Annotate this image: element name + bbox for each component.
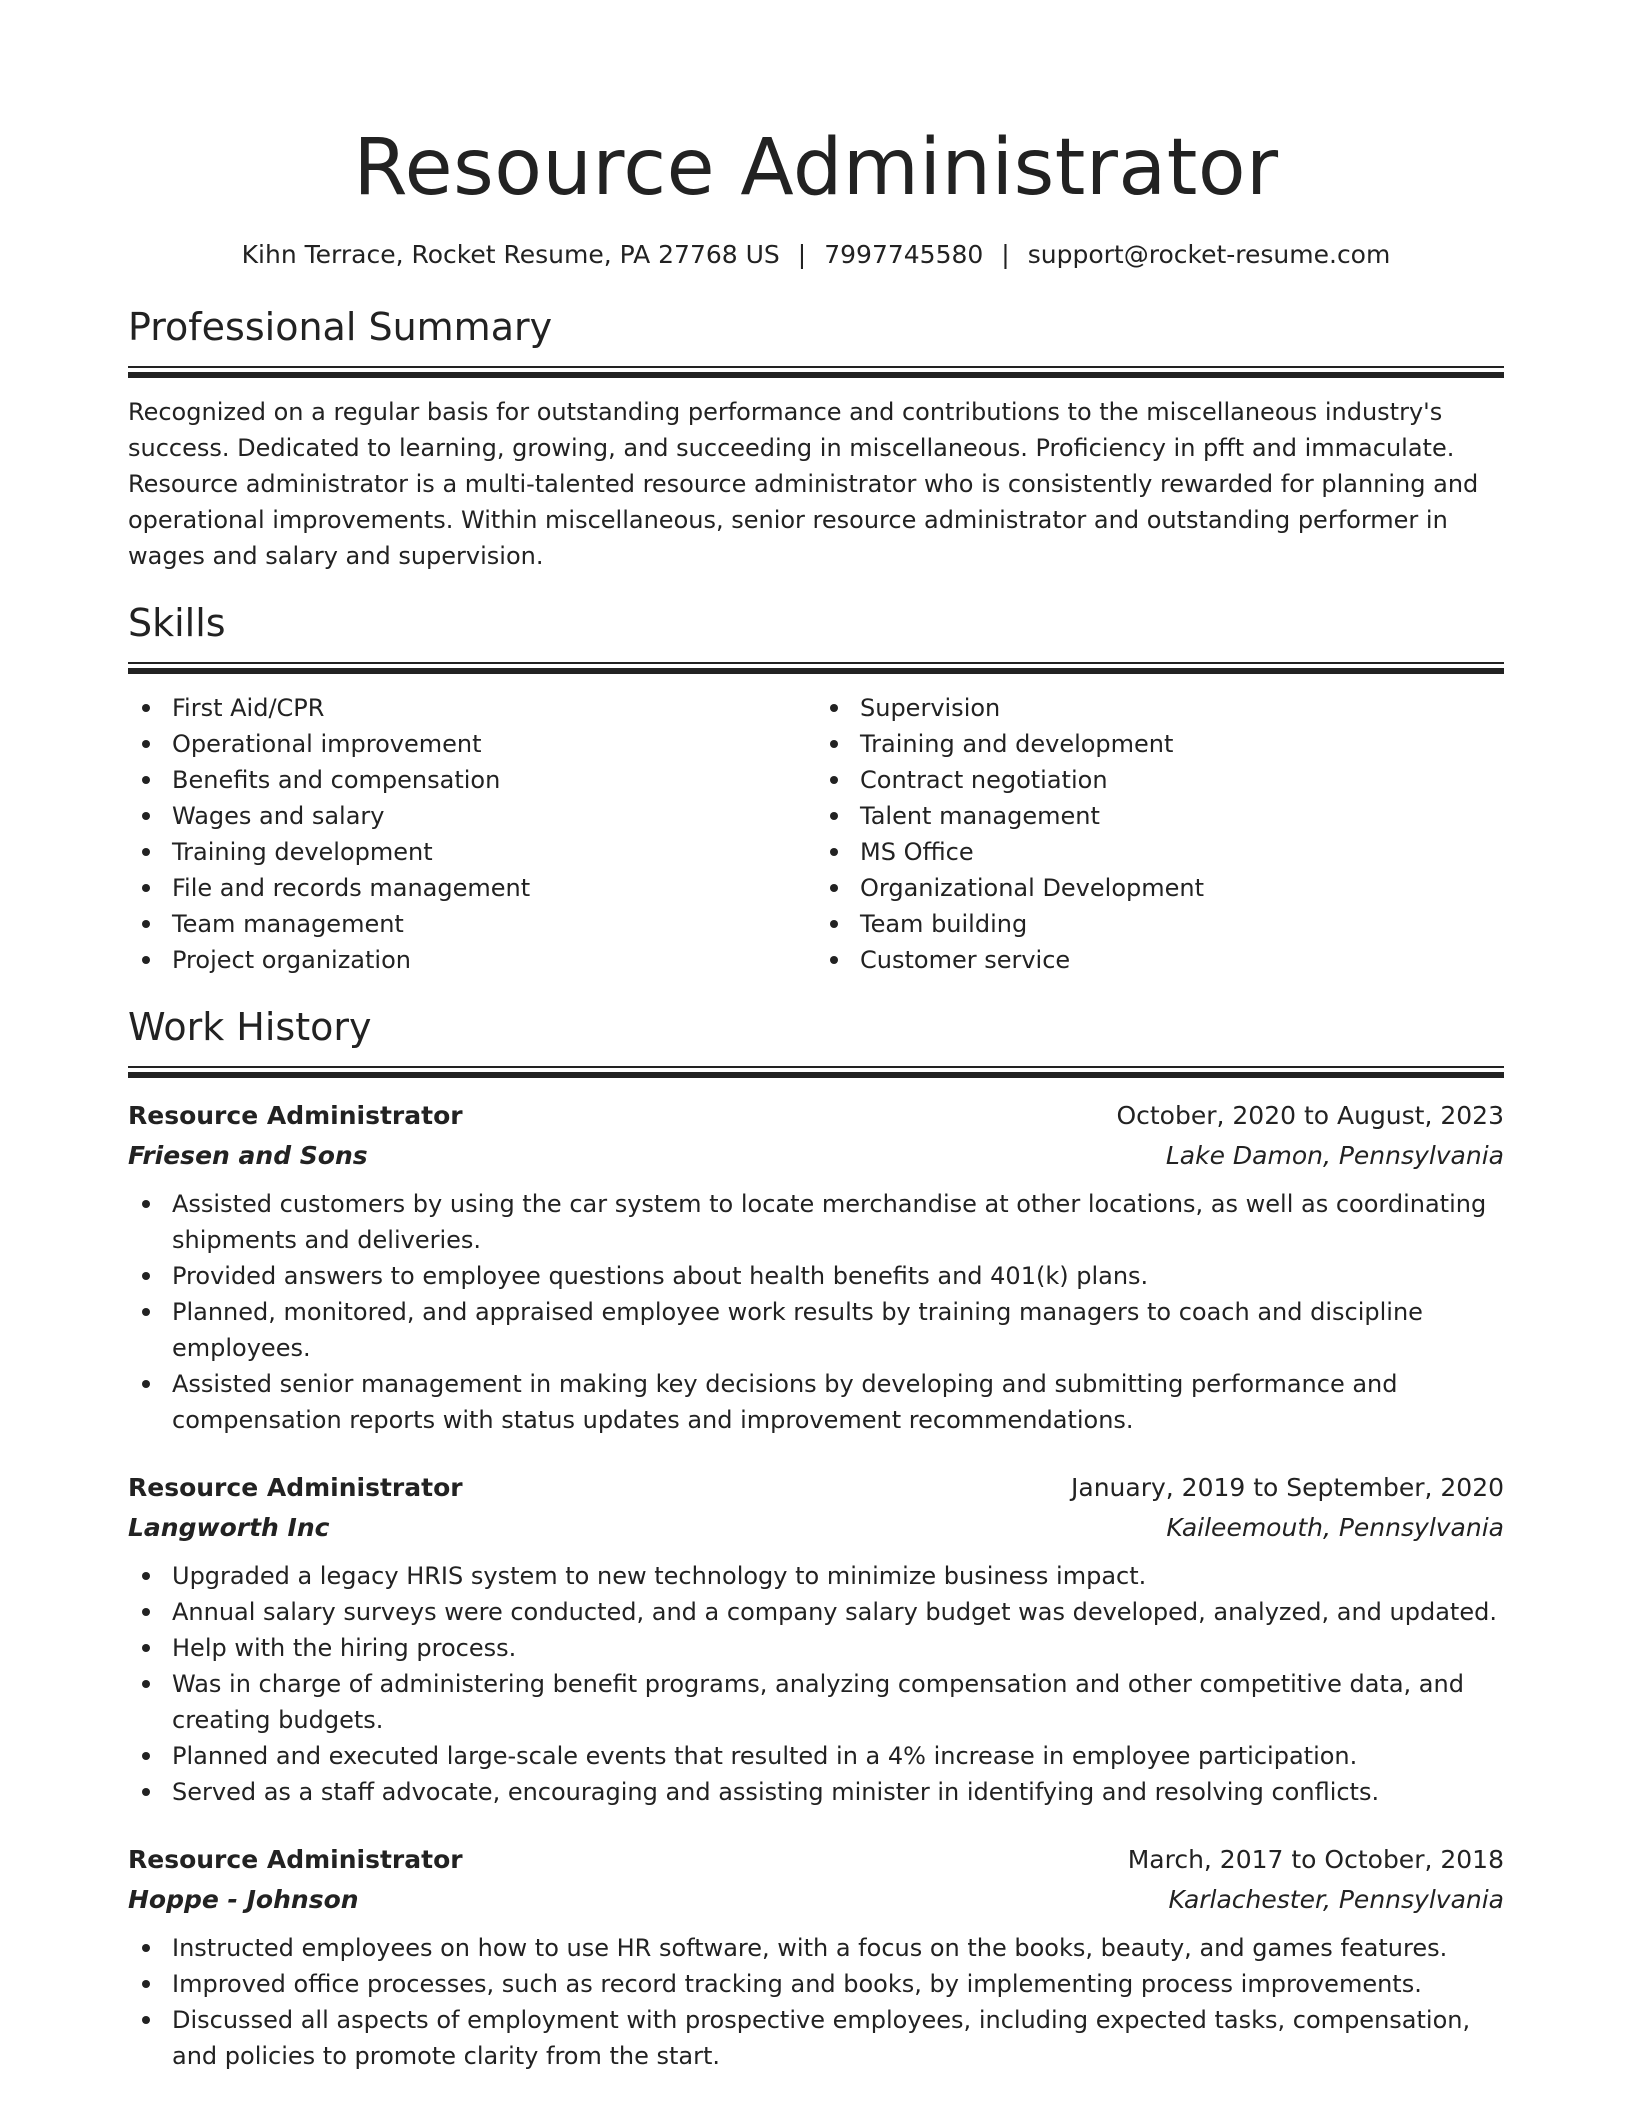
job-bullet: Help with the hiring process. xyxy=(128,1630,1504,1666)
job-bullet: Assisted senior management in making key decisions by developing and submitting performance and compensation reports with status updates and improvement recommendations. xyxy=(128,1366,1504,1438)
job-bullets xyxy=(128,1186,1504,1438)
job-location: Lake Damon, Pennsylvania xyxy=(1165,1141,1504,1170)
skills-list-left xyxy=(128,690,816,978)
skill-item: Training and development xyxy=(816,726,1504,762)
job-entry xyxy=(128,1468,1504,1810)
contact-address: Kihn Terrace, Rocket Resume, PA 27768 US xyxy=(241,240,780,269)
skills-section xyxy=(128,598,1504,978)
section-divider xyxy=(128,1066,1504,1078)
skill-item: File and records management xyxy=(128,870,816,906)
job-header-row xyxy=(128,1096,1504,1136)
skill-item: Organizational Development xyxy=(816,870,1504,906)
job-company-row xyxy=(128,1880,1504,1920)
skill-item: Project organization xyxy=(128,942,816,978)
skills-list-right xyxy=(816,690,1504,978)
contact-email: support@rocket-resume.com xyxy=(1027,240,1391,269)
job-title: Resource Administrator xyxy=(128,1845,463,1874)
section-title: Professional Summary xyxy=(128,305,553,349)
job-bullet: Discussed all aspects of employment with prospective employees, including expected tasks, compensation, and policies to promote clarity from the start. xyxy=(128,2002,1504,2074)
skill-item: Team building xyxy=(816,906,1504,942)
resume-header xyxy=(128,0,1504,272)
job-company-row xyxy=(128,1508,1504,1548)
skill-item: Customer service xyxy=(816,942,1504,978)
job-title: Resource Administrator xyxy=(128,1101,463,1130)
section-divider xyxy=(128,366,1504,378)
job-location: Kaileemouth, Pennsylvania xyxy=(1166,1513,1504,1542)
job-entry xyxy=(128,1096,1504,1438)
job-location: Karlachester, Pennsylvania xyxy=(1168,1885,1504,1914)
skill-item: Wages and salary xyxy=(128,798,816,834)
job-company: Friesen and Sons xyxy=(128,1141,368,1170)
job-bullet: Upgraded a legacy HRIS system to new technology to minimize business impact. xyxy=(128,1558,1504,1594)
job-bullet: Planned and executed large-scale events that resulted in a 4% increase in employee participation. xyxy=(128,1738,1504,1774)
job-company-row xyxy=(128,1136,1504,1176)
job-bullets xyxy=(128,1930,1504,2074)
skill-item: Talent management xyxy=(816,798,1504,834)
job-company: Hoppe - Johnson xyxy=(128,1885,359,1914)
job-bullet: Served as a staff advocate, encouraging and assisting minister in identifying and resolving conflicts. xyxy=(128,1774,1504,1810)
section-title: Skills xyxy=(128,601,226,645)
skill-item: Contract negotiation xyxy=(816,762,1504,798)
job-entry xyxy=(128,1840,1504,2074)
job-dates: January, 2019 to September, 2020 xyxy=(1071,1473,1504,1502)
contact-separator: | xyxy=(797,240,807,269)
job-bullet: Provided answers to employee questions about health benefits and 401(k) plans. xyxy=(128,1258,1504,1294)
job-company: Langworth Inc xyxy=(128,1513,330,1542)
job-title: Resource Administrator xyxy=(128,1473,463,1502)
job-bullet: Instructed employees on how to use HR software, with a focus on the books, beauty, and games features. xyxy=(128,1930,1504,1966)
job-bullet: Was in charge of administering benefit programs, analyzing compensation and other competitive data, and creating budgets. xyxy=(128,1666,1504,1738)
professional-summary-section xyxy=(128,302,1504,574)
job-bullet: Planned, monitored, and appraised employee work results by training managers to coach and discipline employees. xyxy=(128,1294,1504,1366)
skill-item: Team management xyxy=(128,906,816,942)
skill-item: Supervision xyxy=(816,690,1504,726)
summary-text: Recognized on a regular basis for outstanding performance and contributions to the miscellaneous industry's success. Dedicated to learning, growing, and succeeding in miscellaneous. Proficiency in pfft and immaculate. Resource administrator is a multi-talented resource administrator who is consistently rewarded for planning and operational improvements. Within miscellaneous, senior resource administrator and outstanding performer in wages and salary and supervision. xyxy=(128,398,1479,570)
job-bullets xyxy=(128,1558,1504,1810)
work-history-section xyxy=(128,1002,1504,2074)
skills-columns xyxy=(128,690,1504,978)
section-divider xyxy=(128,662,1504,674)
job-dates: March, 2017 to October, 2018 xyxy=(1127,1845,1504,1874)
contact-line xyxy=(128,238,1504,272)
skill-item: MS Office xyxy=(816,834,1504,870)
job-bullet: Improved office processes, such as record tracking and books, by implementing process improvements. xyxy=(128,1966,1504,2002)
skill-item: Operational improvement xyxy=(128,726,816,762)
contact-phone: 7997745580 xyxy=(824,240,984,269)
candidate-name: Resource Administrator xyxy=(353,123,1279,213)
job-dates: October, 2020 to August, 2023 xyxy=(1116,1101,1504,1130)
job-header-row xyxy=(128,1468,1504,1508)
job-bullet: Assisted customers by using the car system to locate merchandise at other locations, as well as coordinating shipments and deliveries. xyxy=(128,1186,1504,1258)
skill-item: Training development xyxy=(128,834,816,870)
contact-separator: | xyxy=(1001,240,1010,269)
skill-item: First Aid/CPR xyxy=(128,690,816,726)
job-bullet: Annual salary surveys were conducted, and a company salary budget was developed, analyzed, and updated. xyxy=(128,1594,1504,1630)
section-title: Work History xyxy=(128,1005,372,1049)
skill-item: Benefits and compensation xyxy=(128,762,816,798)
job-header-row xyxy=(128,1840,1504,1880)
